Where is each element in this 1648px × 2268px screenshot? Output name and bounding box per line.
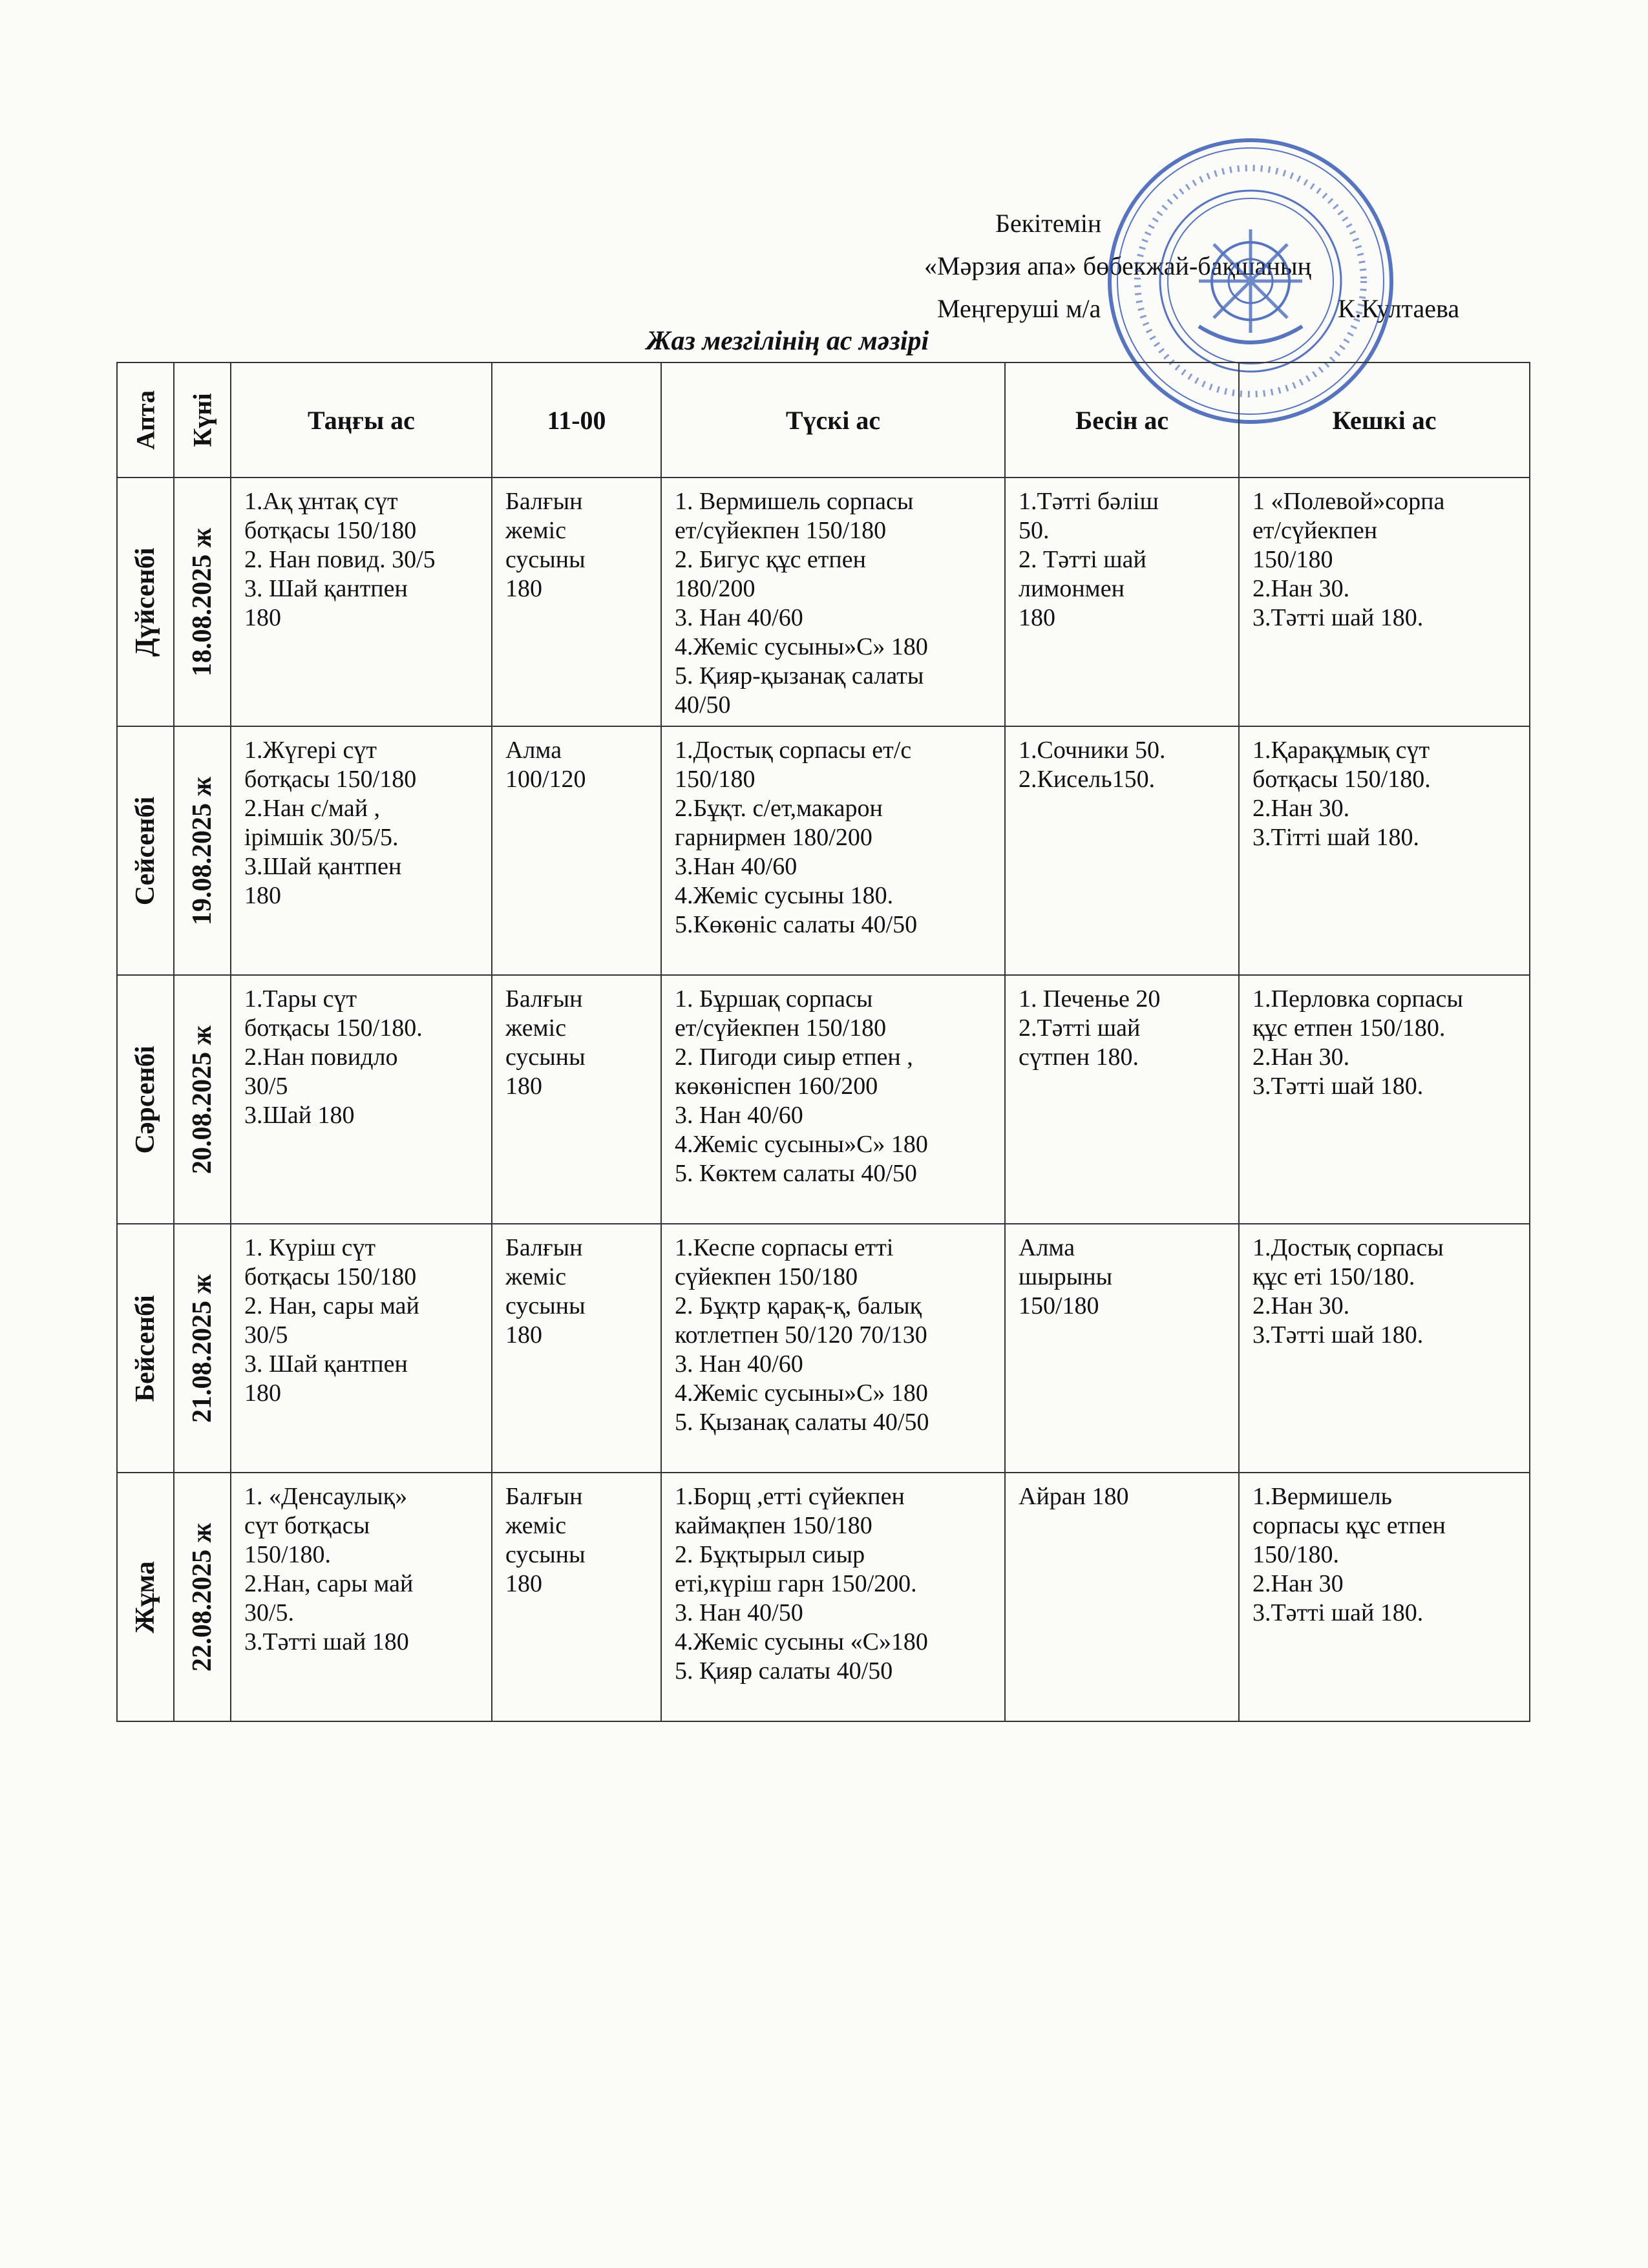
dinner-line: 150/180. xyxy=(1252,1541,1340,1568)
weekday-label: Бейсенбі xyxy=(131,1294,160,1402)
lunch-line: 4.Жеміс сусыны»С» 180 xyxy=(675,633,928,660)
lunch-cell xyxy=(661,726,1005,975)
lunch-line: 150/180 xyxy=(675,766,755,793)
dinner-cell xyxy=(1239,478,1530,726)
breakfast-line: 2.Нан с/май , xyxy=(244,795,381,822)
header-day: Күні xyxy=(174,362,231,478)
breakfast-line: 1. Күріш сүт xyxy=(244,1234,376,1261)
afternoon-line: сүтпен 180. xyxy=(1019,1044,1139,1071)
snack11-line: жеміс xyxy=(505,1014,567,1042)
table-row xyxy=(117,1224,1530,1473)
lunch-line: 5.Көкөніс салаты 40/50 xyxy=(675,911,918,938)
snack11-line: сусыны xyxy=(505,1044,586,1071)
date-label: 18.08.2025 ж xyxy=(187,527,217,677)
lunch-line: 1. Бұршақ сорпасы xyxy=(675,985,873,1013)
approval-line-2: «Мәрзия апа» бөбекжай-бақшаның xyxy=(924,251,1312,280)
lunch-line: көкөніспен 160/200 xyxy=(675,1073,878,1100)
lunch-line: каймақпен 150/180 xyxy=(675,1512,872,1539)
lunch-line: ет/сүйекпен 150/180 xyxy=(675,517,887,544)
snack11-line: 180 xyxy=(505,575,542,602)
dinner-line: 2.Нан 30. xyxy=(1252,1044,1350,1071)
breakfast-cell xyxy=(231,975,492,1224)
lunch-line: ет/сүйекпен 150/180 xyxy=(675,1014,887,1042)
header-breakfast: Таңғы ас xyxy=(231,362,492,478)
approval-signer: К.Култаева xyxy=(1338,294,1460,323)
dinner-line: 2.Нан 30. xyxy=(1252,575,1350,602)
date-cell xyxy=(174,726,231,975)
breakfast-line: ботқасы 150/180 xyxy=(244,1263,417,1290)
snack11-line: Алма xyxy=(505,737,562,764)
snack11-line: 180 xyxy=(505,1073,542,1100)
date-label: 21.08.2025 ж xyxy=(187,1274,217,1423)
dinner-line: 1.Перловка сорпасы xyxy=(1252,985,1463,1013)
weekday-label: Сейсенбі xyxy=(131,796,160,905)
lunch-line: 2. Бұқтр қарақ-қ, балық xyxy=(675,1292,922,1319)
dinner-line: сорпасы құс етпен xyxy=(1252,1512,1446,1539)
afternoon-line: 50. xyxy=(1019,517,1050,544)
breakfast-line: 2. Нан повид. 30/5 xyxy=(244,546,436,573)
dinner-line: 3.Тәтті шай 180. xyxy=(1252,604,1424,631)
breakfast-line: ботқасы 150/180 xyxy=(244,517,417,544)
afternoon-line: 1.Тәтті бәліш xyxy=(1019,488,1159,515)
lunch-cell xyxy=(661,1224,1005,1473)
afternoon-line: 2. Тәтті шай xyxy=(1019,546,1146,573)
afternoon-cell xyxy=(1005,975,1239,1224)
lunch-line: 40/50 xyxy=(675,691,731,719)
weekday-cell xyxy=(117,1224,174,1473)
lunch-line: 4.Жеміс сусыны»С» 180 xyxy=(675,1131,928,1158)
breakfast-line: 3.Шай қантпен xyxy=(244,853,402,880)
breakfast-cell xyxy=(231,478,492,726)
afternoon-line: 180 xyxy=(1019,604,1055,631)
approval-line-1: Бекітемін xyxy=(995,209,1102,238)
dinner-line: 1.Достық сорпасы xyxy=(1252,1234,1444,1261)
lunch-line: 2. Бигус құс етпен xyxy=(675,546,866,573)
lunch-line: 4.Жеміс сусыны»С» 180 xyxy=(675,1380,928,1407)
header-lunch: Түскі ас xyxy=(661,362,1005,478)
snack11-line: жеміс xyxy=(505,1512,567,1539)
date-cell xyxy=(174,478,231,726)
breakfast-cell xyxy=(231,1473,492,1721)
breakfast-line: ботқасы 150/180 xyxy=(244,766,417,793)
date-label: 20.08.2025 ж xyxy=(187,1025,217,1174)
lunch-line: сүйекпен 150/180 xyxy=(675,1263,858,1290)
dinner-line: 1.Вермишель xyxy=(1252,1483,1392,1510)
header-snack-11: 11-00 xyxy=(492,362,661,478)
dinner-line: 3.Тәтті шай 180. xyxy=(1252,1599,1424,1626)
breakfast-cell xyxy=(231,726,492,975)
weekday-cell xyxy=(117,726,174,975)
snack11-line: жеміс xyxy=(505,517,567,544)
lunch-line: 4.Жеміс сусыны «С»180 xyxy=(675,1628,928,1655)
dinner-line: ботқасы 150/180. xyxy=(1252,766,1431,793)
lunch-line: гарнирмен 180/200 xyxy=(675,824,872,851)
dinner-line: 2.Нан 30. xyxy=(1252,795,1350,822)
lunch-line: 5. Көктем салаты 40/50 xyxy=(675,1160,917,1187)
header-row xyxy=(117,362,1530,478)
date-label: 22.08.2025 ж xyxy=(187,1522,217,1672)
breakfast-line: 3.Шай 180 xyxy=(244,1102,355,1129)
afternoon-line: 150/180 xyxy=(1019,1292,1099,1319)
breakfast-cell xyxy=(231,1224,492,1473)
breakfast-line: 1.Тары сүт xyxy=(244,985,357,1013)
lunch-cell xyxy=(661,975,1005,1224)
snack11-cell xyxy=(492,1224,661,1473)
lunch-line: 2. Пигоди сиыр етпен , xyxy=(675,1044,913,1071)
breakfast-line: ірімшік 30/5/5. xyxy=(244,824,399,851)
breakfast-line: 30/5. xyxy=(244,1599,295,1626)
dinner-line: 1 «Полевой»сорпа xyxy=(1252,488,1445,515)
dinner-line: 3.Тәтті шай 180. xyxy=(1252,1073,1424,1100)
lunch-line: 3. Нан 40/60 xyxy=(675,1350,803,1378)
snack11-cell xyxy=(492,478,661,726)
snack11-line: Балғын xyxy=(505,1234,583,1261)
dinner-line: 2.Нан 30. xyxy=(1252,1292,1350,1319)
snack11-line: Балғын xyxy=(505,488,583,515)
snack11-line: сусыны xyxy=(505,546,586,573)
lunch-line: 180/200 xyxy=(675,575,755,602)
lunch-line: 1.Достық сорпасы ет/с xyxy=(675,737,912,764)
lunch-cell xyxy=(661,478,1005,726)
snack11-line: Балғын xyxy=(505,1483,583,1510)
weekday-cell xyxy=(117,975,174,1224)
snack11-cell xyxy=(492,726,661,975)
lunch-line: котлетпен 50/120 70/130 xyxy=(675,1321,927,1349)
page-title: Жаз мезгілінің ас мәзірі xyxy=(646,326,929,356)
menu-table xyxy=(116,362,1530,1722)
afternoon-cell xyxy=(1005,478,1239,726)
snack11-line: сусыны xyxy=(505,1541,586,1568)
breakfast-line: сүт ботқасы xyxy=(244,1512,370,1539)
breakfast-line: 3. Шай қантпен xyxy=(244,1350,408,1378)
dinner-line: ет/сүйекпен xyxy=(1252,517,1378,544)
snack11-line: жеміс xyxy=(505,1263,567,1290)
dinner-cell xyxy=(1239,975,1530,1224)
lunch-line: 2.Бұқт. с/ет,макарон xyxy=(675,795,883,822)
weekday-label: Жұма xyxy=(131,1560,160,1633)
breakfast-line: 30/5 xyxy=(244,1321,288,1349)
lunch-cell xyxy=(661,1473,1005,1721)
afternoon-line: шырыны xyxy=(1019,1263,1113,1290)
dinner-line: құс етпен 150/180. xyxy=(1252,1014,1446,1042)
afternoon-cell xyxy=(1005,726,1239,975)
approval-line-3: Меңгеруші м/а xyxy=(937,294,1101,323)
weekday-label: Дүйсенбі xyxy=(131,547,160,656)
date-cell xyxy=(174,1224,231,1473)
header-week: Апта xyxy=(117,362,174,478)
date-cell xyxy=(174,1473,231,1721)
lunch-line: 5. Қияр салаты 40/50 xyxy=(675,1657,893,1685)
breakfast-line: 1. «Денсаулық» xyxy=(244,1483,408,1510)
snack11-line: 100/120 xyxy=(505,766,586,793)
table-row xyxy=(117,1473,1530,1721)
afternoon-line: 1.Сочники 50. xyxy=(1019,737,1166,764)
breakfast-line: 2.Нан повидло xyxy=(244,1044,398,1071)
snack11-line: 180 xyxy=(505,1321,542,1349)
table-row xyxy=(117,478,1530,726)
snack11-cell xyxy=(492,1473,661,1721)
afternoon-line: 2.Тәтті шай xyxy=(1019,1014,1141,1042)
lunch-line: 4.Жеміс сусыны 180. xyxy=(675,882,894,909)
weekday-cell xyxy=(117,1473,174,1721)
breakfast-line: 30/5 xyxy=(244,1073,288,1100)
lunch-line: 1. Вермишель сорпасы xyxy=(675,488,914,515)
breakfast-line: 150/180. xyxy=(244,1541,332,1568)
breakfast-line: 2. Нан, сары май xyxy=(244,1292,419,1319)
breakfast-line: 180 xyxy=(244,604,281,631)
dinner-line: 3.Тәтті шай 180. xyxy=(1252,1321,1424,1349)
dinner-line: құс еті 150/180. xyxy=(1252,1263,1415,1290)
table-row xyxy=(117,726,1530,975)
afternoon-line: Айран 180 xyxy=(1019,1483,1129,1510)
dinner-line: 150/180 xyxy=(1252,546,1333,573)
breakfast-line: 1.Ақ ұнтақ сүт xyxy=(244,488,398,515)
breakfast-line: 2.Нан, сары май xyxy=(244,1570,414,1597)
date-label: 19.08.2025 ж xyxy=(187,776,217,925)
afternoon-cell xyxy=(1005,1473,1239,1721)
afternoon-line: лимонмен xyxy=(1019,575,1125,602)
lunch-line: 2. Бұқтырыл сиыр xyxy=(675,1541,865,1568)
breakfast-line: 180 xyxy=(244,882,281,909)
dinner-cell xyxy=(1239,1224,1530,1473)
afternoon-line: 1. Печенье 20 xyxy=(1019,985,1161,1013)
dinner-cell xyxy=(1239,726,1530,975)
dinner-line: 2.Нан 30 xyxy=(1252,1570,1344,1597)
lunch-line: 3.Нан 40/60 xyxy=(675,853,798,880)
snack11-line: 180 xyxy=(505,1570,542,1597)
lunch-line: 3. Нан 40/60 xyxy=(675,604,803,631)
dinner-line: 3.Тітті шай 180. xyxy=(1252,824,1420,851)
afternoon-line: 2.Кисель150. xyxy=(1019,766,1156,793)
date-cell xyxy=(174,975,231,1224)
snack11-cell xyxy=(492,975,661,1224)
lunch-line: еті,күріш гарн 150/200. xyxy=(675,1570,917,1597)
dinner-line: 1.Қарақұмық сүт xyxy=(1252,737,1430,764)
header-dinner: Кешкі ас xyxy=(1239,362,1530,478)
header-afternoon: Бесін ас xyxy=(1005,362,1239,478)
weekday-cell xyxy=(117,478,174,726)
lunch-line: 5. Қияр-қызанақ салаты xyxy=(675,662,924,689)
weekday-label: Сәрсенбі xyxy=(131,1045,160,1153)
breakfast-line: ботқасы 150/180. xyxy=(244,1014,423,1042)
lunch-line: 1.Борщ ,етті сүйекпен xyxy=(675,1483,905,1510)
breakfast-line: 3.Тәтті шай 180 xyxy=(244,1628,409,1655)
snack11-line: Балғын xyxy=(505,985,583,1013)
afternoon-cell xyxy=(1005,1224,1239,1473)
snack11-line: сусыны xyxy=(505,1292,586,1319)
table-row xyxy=(117,975,1530,1224)
lunch-line: 3. Нан 40/50 xyxy=(675,1599,803,1626)
breakfast-line: 3. Шай қантпен xyxy=(244,575,408,602)
lunch-line: 5. Қызанақ салаты 40/50 xyxy=(675,1409,929,1436)
breakfast-line: 1.Жүгері сүт xyxy=(244,737,377,764)
breakfast-line: 180 xyxy=(244,1380,281,1407)
afternoon-line: Алма xyxy=(1019,1234,1075,1261)
lunch-line: 1.Кеспе сорпасы етті xyxy=(675,1234,894,1261)
lunch-line: 3. Нан 40/60 xyxy=(675,1102,803,1129)
dinner-cell xyxy=(1239,1473,1530,1721)
